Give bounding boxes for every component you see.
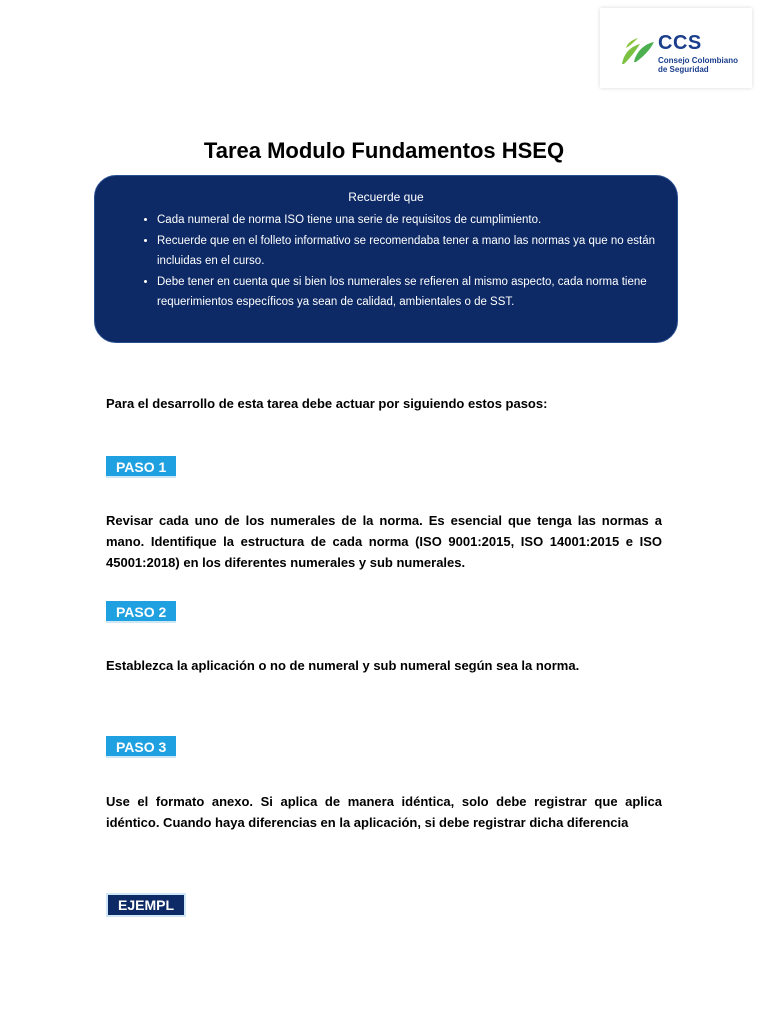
reminder-item: • Debe tener en cuenta que si bien los numerales se refieren al mismo aspecto, cada norma tiene requerimientos específicos ya sean de calidad, ambientales o de SST. (157, 272, 697, 313)
logo-brand: CCS (658, 32, 702, 54)
step-2-label: PASO 2 (106, 601, 176, 623)
reminder-item: • Recuerde que en el folleto informativo se recomendaba tener a mano las normas ya que no están incluidas en el curso. (157, 231, 697, 272)
ccs-leaf-icon (618, 34, 658, 70)
step-3-label: PASO 3 (106, 736, 176, 758)
page-title: Tarea Modulo Fundamentos HSEQ (203, 138, 565, 163)
intro-text: Para el desarrollo de esta tarea debe actuar por siguiendo estos pasos: (106, 396, 548, 411)
logo-subtitle: Consejo Colombiano de Seguridad (658, 56, 738, 74)
example-label: EJEMPL (106, 893, 186, 917)
reminder-title: Recuerde que (348, 190, 424, 204)
step-2-text: Establezca la aplicación o no de numeral y sub numeral según sea la norma. (106, 658, 580, 673)
reminder-box (94, 175, 678, 343)
step-1-label: PASO 1 (106, 456, 176, 478)
step-1-text: Revisar cada uno de los numerales de la norma. Es esencial que tenga las normas a mano. Identifique la estructura de cada norma (ISO 9001:2015, ISO 14001:2015 e ISO 45001:2018) en los diferentes numerales y sub numerales. (106, 513, 662, 570)
ccs-logo (600, 8, 752, 88)
reminder-item: • Cada numeral de norma ISO tiene una serie de requisitos de cumplimiento. (157, 210, 697, 231)
step-3-text: Use el formato anexo. Si aplica de manera idéntica, solo debe registrar que aplica idéntico. Cuando haya diferencias en la aplicación, si debe registrar dicha diferencia (106, 794, 662, 830)
reminder-list (125, 210, 697, 313)
